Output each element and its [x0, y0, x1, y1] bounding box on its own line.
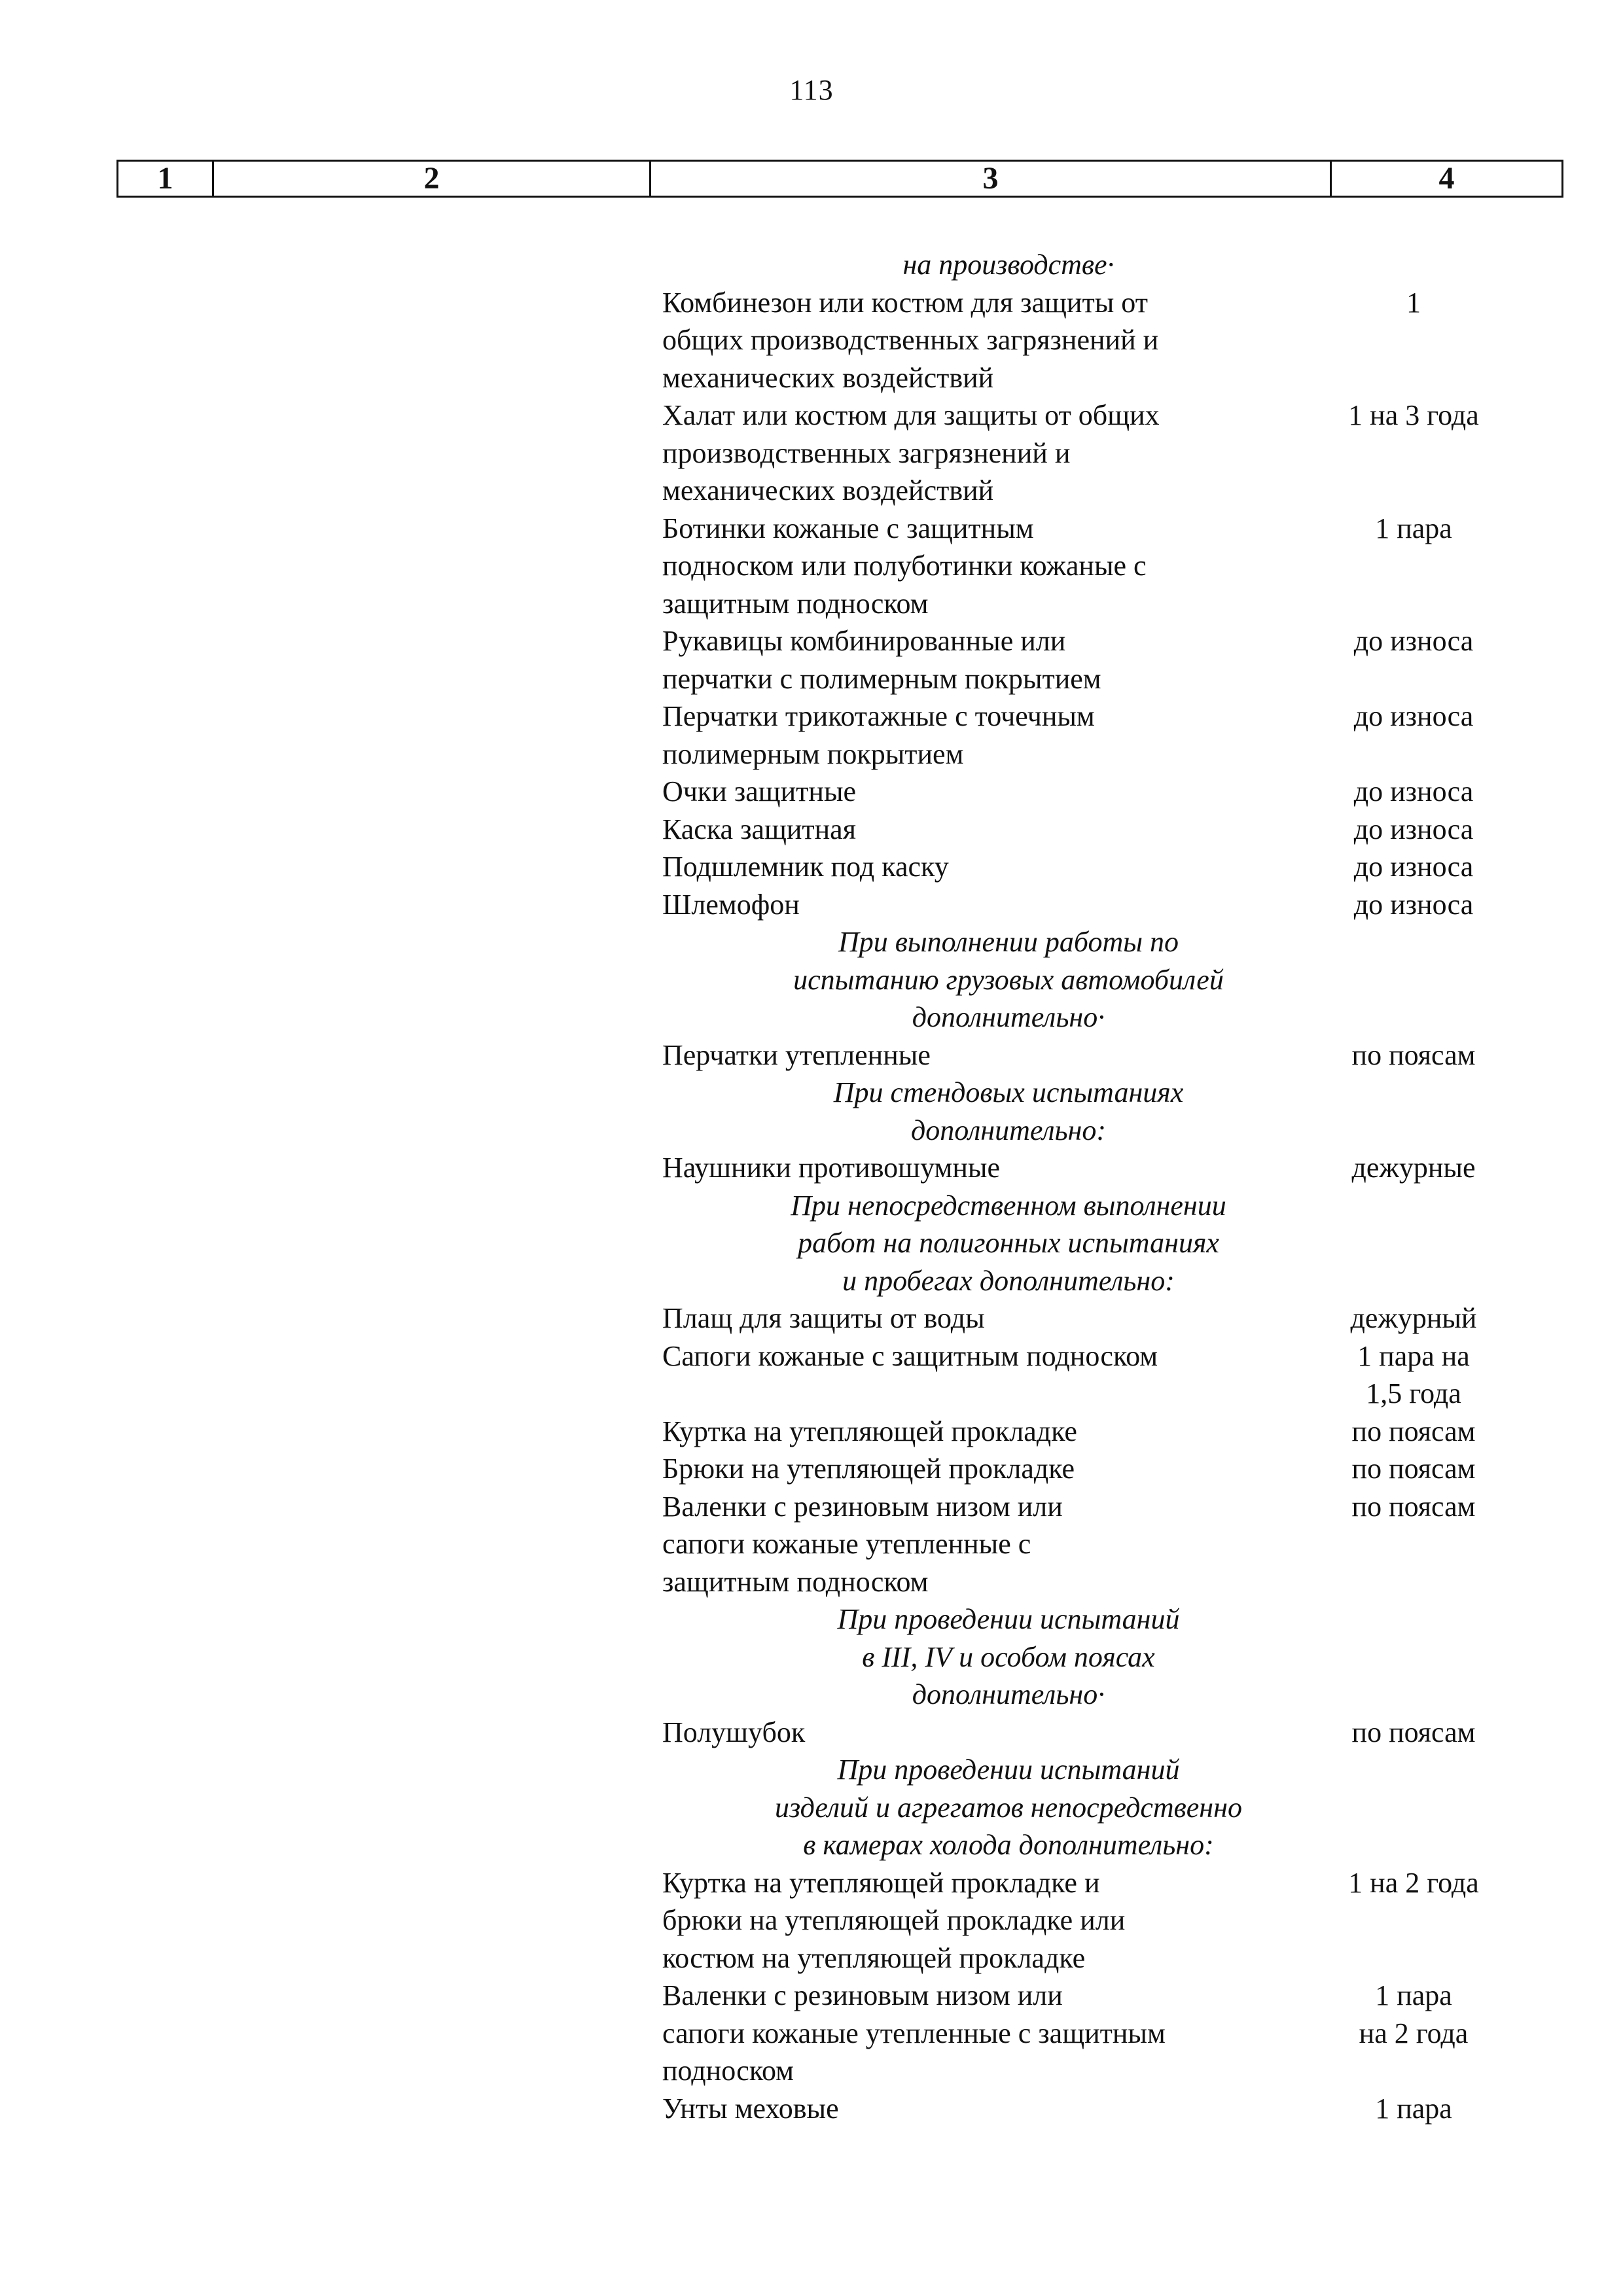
ppe-item-row: [662, 2090, 1559, 2128]
ppe-item-name: [662, 886, 1264, 924]
section-heading-line: на производстве·: [902, 249, 1115, 281]
ppe-item-name-line: сапоги кожаные утепленные с защитным: [662, 2017, 1166, 2049]
ppe-item-row: [662, 848, 1559, 886]
ppe-item-row: [662, 1413, 1559, 1451]
ppe-item-name-line: общих производственных загрязнений и: [662, 324, 1159, 356]
ppe-item-quantity-line: по поясам: [1351, 1453, 1476, 1485]
ppe-item-name-line: Валенки с резиновым низом или: [662, 1979, 1063, 2011]
ppe-item-quantity-line: 1 на 3 года: [1348, 399, 1479, 431]
ppe-item-name: [662, 397, 1264, 510]
ppe-item-quantity: [1276, 698, 1551, 735]
section-heading: [662, 246, 1559, 284]
section-heading-text: [662, 923, 1355, 1036]
ppe-item-name-line: брюки на утепляющей прокладке или: [662, 1904, 1126, 1936]
ppe-item-name-line: Халат или костюм для защиты от общих: [662, 399, 1160, 431]
ppe-item-name-line: подноском или полуботинки кожаные с: [662, 550, 1147, 582]
ppe-item-quantity: [1276, 1149, 1551, 1187]
section-heading: [662, 1187, 1559, 1300]
ppe-item-name-line: полимерным покрытием: [662, 737, 964, 770]
ppe-item-name-line: защитным подноском: [662, 587, 929, 620]
ppe-item-name: [662, 1413, 1264, 1451]
ppe-list: [662, 246, 1559, 2127]
ppe-item-name-line: механических воздействий: [662, 474, 994, 506]
ppe-item-quantity-line: 1: [1406, 286, 1421, 319]
ppe-item-quantity-line: 1,5 года: [1366, 1377, 1461, 1409]
ppe-item-quantity: [1276, 811, 1551, 849]
section-heading-text: [662, 1187, 1355, 1300]
ppe-item-quantity: [1276, 1337, 1551, 1413]
section-heading-line: в III, IV и особом поясах: [862, 1640, 1155, 1673]
ppe-item-quantity-line: по поясам: [1351, 1490, 1476, 1523]
ppe-item-name-line: Перчатки трикотажные с точечным: [662, 700, 1095, 732]
ppe-item-name-line: Куртка на утепляющей прокладке и: [662, 1866, 1100, 1899]
section-heading-text: [662, 246, 1355, 284]
ppe-item-quantity-line: 1 пара: [1375, 512, 1452, 544]
ppe-item-quantity-line: до износа: [1353, 700, 1474, 732]
ppe-item-quantity-line: до износа: [1353, 813, 1474, 845]
ppe-item-name: [662, 622, 1264, 698]
ppe-item-row: [662, 1714, 1559, 1752]
section-heading: [662, 923, 1559, 1036]
ppe-item-quantity: [1276, 773, 1551, 811]
ppe-item-name: [662, 510, 1264, 623]
ppe-item-name-line: Комбинезон или костюм для защиты от: [662, 286, 1148, 319]
ppe-item-row: [662, 284, 1559, 397]
ppe-item-name-line: Шлемофон: [662, 888, 800, 921]
section-heading-line: и пробегах дополнительно:: [842, 1264, 1175, 1297]
ppe-item-quantity-line: до износа: [1353, 625, 1474, 657]
ppe-item-name-line: Унты меховые: [662, 2092, 839, 2125]
ppe-item-name-line: подноском: [662, 2055, 794, 2087]
ppe-item-quantity: [1276, 2090, 1551, 2128]
section-heading-line: дополнительно·: [912, 1001, 1105, 1033]
ppe-item-quantity-line: дежурные: [1351, 1152, 1476, 1184]
section-heading-line: работ на полигонных испытаниях: [798, 1227, 1219, 1259]
ppe-item-name-line: защитным подноском: [662, 1565, 929, 1598]
column-header-3: 3: [651, 161, 1331, 197]
ppe-item-quantity-line: по поясам: [1351, 1716, 1476, 1748]
section-heading-text: [662, 1600, 1355, 1714]
ppe-item-name-line: Сапоги кожаные с защитным подноском: [662, 1339, 1158, 1372]
ppe-item-name: [662, 811, 1264, 849]
ppe-item-name-line: Очки защитные: [662, 775, 857, 807]
ppe-item-name: [662, 284, 1264, 397]
ppe-item-row: [662, 1299, 1559, 1337]
ppe-item-row: [662, 1149, 1559, 1187]
ppe-item-row: [662, 773, 1559, 811]
section-heading-line: При проведении испытаний: [837, 1754, 1180, 1786]
ppe-item-name-line: Перчатки утепленные: [662, 1038, 931, 1071]
ppe-item-name-line: Плащ для защиты от воды: [662, 1302, 985, 1334]
column-header-4: 4: [1331, 161, 1563, 197]
ppe-item-quantity: [1276, 886, 1551, 924]
ppe-item-name-line: производственных загрязнений и: [662, 436, 1071, 469]
ppe-item-quantity: [1276, 1036, 1551, 1074]
ppe-item-quantity-line: 1 пара: [1375, 1979, 1452, 2011]
ppe-item-name: [662, 1337, 1264, 1375]
ppe-item-name-line: перчатки с полимерным покрытием: [662, 662, 1101, 695]
ppe-item-quantity-line: до износа: [1353, 775, 1474, 807]
ppe-item-name-line: Брюки на утепляющей прокладке: [662, 1453, 1075, 1485]
ppe-item-quantity: [1276, 1413, 1551, 1451]
ppe-item-name-line: сапоги кожаные утепленные с: [662, 1528, 1031, 1560]
section-heading: [662, 1074, 1559, 1149]
ppe-item-name-line: Наушники противошумные: [662, 1152, 1000, 1184]
ppe-item-row: [662, 1450, 1559, 1488]
section-heading-line: изделий и агрегатов непосредственно: [775, 1791, 1242, 1824]
ppe-item-quantity: [1276, 622, 1551, 660]
ppe-item-quantity: [1276, 1299, 1551, 1337]
column-header-2: 2: [213, 161, 651, 197]
ppe-item-name-line: Валенки с резиновым низом или: [662, 1490, 1063, 1523]
column-header-table: [116, 160, 1563, 198]
ppe-item-name-line: Каска защитная: [662, 813, 856, 845]
column-header-1: 1: [118, 161, 213, 197]
ppe-item-name: [662, 1714, 1264, 1752]
ppe-item-quantity-line: 1 на 2 года: [1348, 1866, 1479, 1899]
ppe-item-name: [662, 1036, 1264, 1074]
section-heading: [662, 1600, 1559, 1714]
section-heading-line: дополнительно:: [910, 1114, 1107, 1146]
section-heading-line: При проведении испытаний: [837, 1603, 1180, 1635]
ppe-item-name-line: механических воздействий: [662, 361, 994, 394]
ppe-item-quantity-line: 1 пара: [1375, 2092, 1452, 2125]
section-heading-line: При непосредственном выполнении: [791, 1189, 1226, 1222]
ppe-item-name: [662, 1299, 1264, 1337]
ppe-item-name: [662, 1977, 1264, 2090]
ppe-item-name: [662, 1864, 1264, 1977]
ppe-item-name: [662, 773, 1264, 811]
ppe-item-quantity-line: по поясам: [1351, 1038, 1476, 1071]
ppe-item-row: [662, 1488, 1559, 1601]
ppe-item-name-line: Рукавицы комбинированные или: [662, 625, 1066, 657]
ppe-item-row: [662, 886, 1559, 924]
ppe-item-row: [662, 698, 1559, 773]
ppe-item-quantity-line: 1 пара на: [1357, 1339, 1470, 1372]
ppe-item-row: [662, 1977, 1559, 2090]
ppe-item-quantity: [1276, 1714, 1551, 1752]
ppe-item-name: [662, 848, 1264, 886]
ppe-item-quantity-line: по поясам: [1351, 1415, 1476, 1447]
section-heading-line: При выполнении работы по: [838, 926, 1179, 958]
ppe-item-quantity-line: до износа: [1353, 888, 1474, 921]
ppe-item-quantity: [1276, 510, 1551, 548]
ppe-item-quantity: [1276, 1864, 1551, 1902]
ppe-item-row: [662, 811, 1559, 849]
ppe-item-quantity-line: на 2 года: [1359, 2017, 1469, 2049]
ppe-item-name: [662, 1149, 1264, 1187]
ppe-item-quantity: [1276, 848, 1551, 886]
section-heading-line: При стендовых испытаниях: [833, 1076, 1184, 1108]
section-heading-text: [662, 1751, 1355, 1864]
ppe-item-name-line: Подшлемник под каску: [662, 851, 949, 883]
ppe-item-name: [662, 2090, 1264, 2128]
section-heading-line: дополнительно·: [912, 1678, 1105, 1710]
section-heading-line: испытанию грузовых автомобилей: [793, 963, 1224, 996]
ppe-item-row: [662, 397, 1559, 510]
column-header-row: [118, 161, 1563, 197]
ppe-item-name: [662, 1488, 1264, 1601]
ppe-item-row: [662, 510, 1559, 623]
ppe-item-quantity-line: до износа: [1353, 851, 1474, 883]
ppe-item-quantity: [1276, 1977, 1551, 2052]
ppe-item-name: [662, 1450, 1264, 1488]
ppe-item-quantity: [1276, 1488, 1551, 1526]
page-number: 113: [789, 74, 834, 106]
ppe-item-name: [662, 698, 1264, 773]
ppe-item-quantity-line: дежурный: [1350, 1302, 1477, 1334]
ppe-item-name-line: Полушубок: [662, 1716, 806, 1748]
ppe-item-row: [662, 1036, 1559, 1074]
ppe-item-quantity: [1276, 284, 1551, 322]
ppe-item-row: [662, 1864, 1559, 1977]
section-heading: [662, 1751, 1559, 1864]
section-heading-line: в камерах холода дополнительно:: [803, 1829, 1214, 1861]
ppe-item-name-line: Ботинки кожаные с защитным: [662, 512, 1034, 544]
ppe-item-quantity: [1276, 397, 1551, 434]
ppe-item-quantity: [1276, 1450, 1551, 1488]
section-heading-text: [662, 1074, 1355, 1149]
ppe-item-row: [662, 622, 1559, 698]
ppe-item-row: [662, 1337, 1559, 1413]
ppe-item-name-line: Куртка на утепляющей прокладке: [662, 1415, 1077, 1447]
ppe-item-name-line: костюм на утепляющей прокладке: [662, 1941, 1086, 1974]
